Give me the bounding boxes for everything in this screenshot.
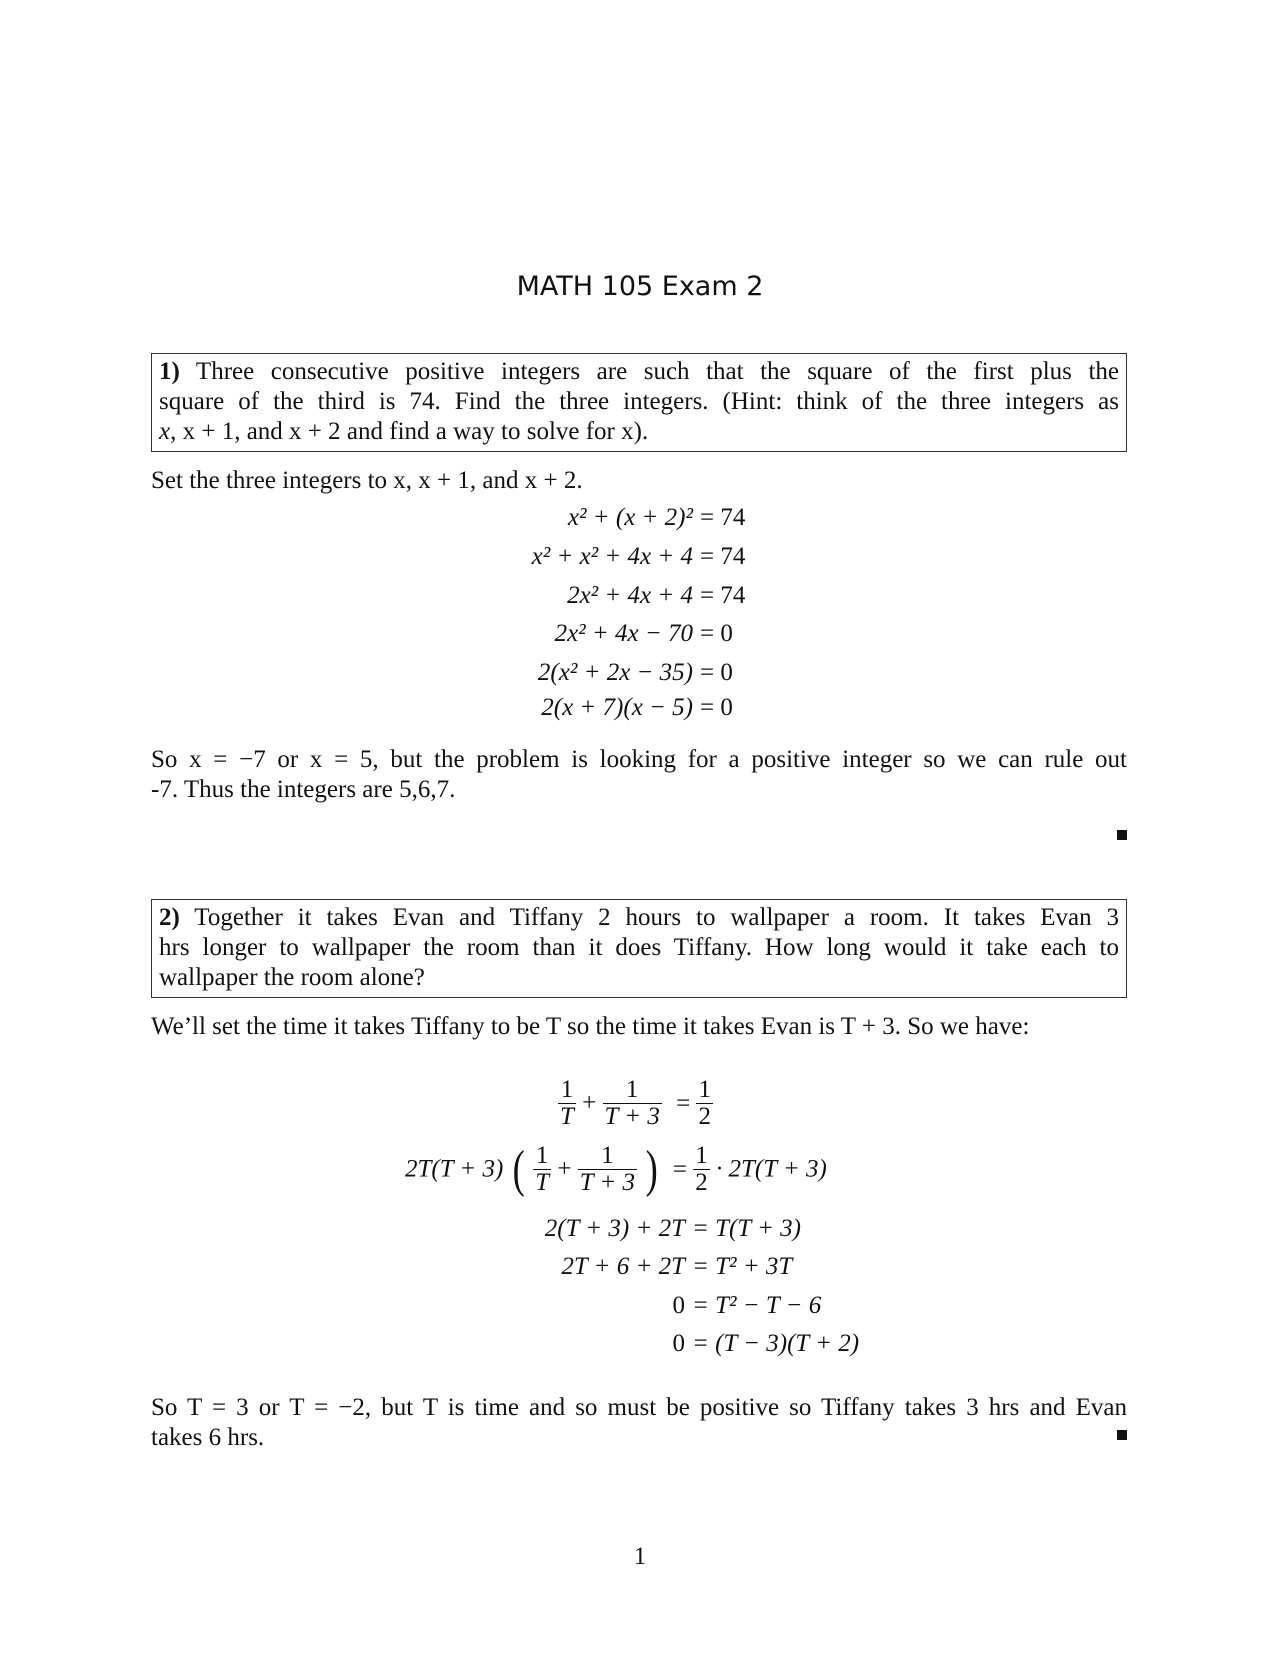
p1-step-2-rhs: = 74 (700, 543, 746, 570)
frac-num: 1 (560, 1076, 574, 1103)
problem-2-text-1: Together it takes Evan and Tiffany 2 hours to wallpaper a room. It takes Evan 3 (194, 904, 1119, 931)
problem-2-number: 2) (159, 904, 180, 931)
plus-sign: + (582, 1089, 597, 1117)
frac-1-over-T3 (603, 1077, 662, 1130)
p1-step-2-lhs: x² + x² + 4x + 4 (531, 543, 693, 570)
p1-step-1-lhs: x² + (x + 2)² (567, 504, 693, 531)
p1-step-3-rhs: = 74 (700, 582, 746, 609)
qed-mark-1 (1117, 830, 1127, 840)
mult-suffix: · 2T(T + 3) (716, 1155, 827, 1183)
problem-2-line-1 (159, 903, 1119, 933)
page-number: 1 (633, 1543, 647, 1570)
p1-step-5-rhs: = 0 (700, 659, 733, 686)
frac-num: 1 (695, 1142, 708, 1169)
problem-1-setup: Set the three integers to x, x + 1, and x + 2. (151, 467, 583, 494)
problem-2-line-3: wallpaper the room alone? (159, 964, 425, 991)
frac-num: 1 (601, 1142, 614, 1169)
plus-sign: + (557, 1155, 572, 1183)
p2-conclusion-line-1: So T = 3 or T = −2, but T is time and so must be positive so Tiffany takes 3 hrs and Evan (151, 1394, 1127, 1421)
p2-step-3-rhs: = T² − T − 6 (692, 1292, 822, 1319)
p2-eq-1 (558, 1077, 713, 1130)
p1-step-3-lhs: 2x² + 4x + 4 (567, 582, 693, 609)
problem-2-box (151, 899, 1127, 998)
frac-den: T + 3 (604, 1103, 660, 1130)
p2-step-4-rhs: = (T − 3)(T + 2) (692, 1330, 860, 1357)
p2-step-1-rhs: = T(T + 3) (692, 1215, 801, 1242)
frac-1-over-T (558, 1077, 576, 1130)
p1-step-4-rhs: = 0 (700, 620, 733, 647)
p2-conclusion-line-2: takes 6 hrs. (151, 1424, 265, 1451)
left-paren: ( (512, 1140, 525, 1198)
problem-1-line-1 (159, 357, 1119, 387)
equals-sign: = (676, 1089, 691, 1117)
problem-2-conclusion (151, 1393, 1127, 1453)
right-paren: ) (645, 1140, 659, 1198)
p1-conclusion-line-1: So x = −7 or x = 5, but the problem is looking for a positive integer so we can rule out (151, 746, 1127, 773)
frac-den: T (560, 1103, 574, 1130)
problem-1-conclusion (151, 745, 1127, 805)
problem-2-setup: We’ll set the time it takes Tiffany to be T so the time it takes Evan is T + 3. So we have: (151, 1013, 1030, 1040)
frac-1-over-T (533, 1143, 551, 1196)
problem-2-line-2: hrs longer to wallpaper the room than it does Tiffany. How long would it take each to (159, 934, 1119, 961)
p2-step-1-lhs: 2(T + 3) + 2T (544, 1215, 685, 1242)
frac-den: 2 (698, 1103, 711, 1130)
p2-eq-2 (405, 1140, 827, 1198)
frac-den: 2 (695, 1169, 708, 1196)
p2-step-2-rhs: = T² + 3T (692, 1253, 793, 1280)
frac-num: 1 (535, 1142, 549, 1169)
problem-1-var-x: x (159, 418, 171, 445)
problem-1-text-1: Three consecutive positive integers are such that the square of the first plus the (195, 358, 1119, 385)
p1-step-6-rhs: = 0 (700, 694, 733, 721)
p2-step-4-lhs: 0 (672, 1330, 685, 1357)
p2-step-3-lhs: 0 (672, 1292, 685, 1319)
frac-1-over-T3 (578, 1143, 637, 1196)
p1-conclusion-line-2: -7. Thus the integers are 5,6,7. (151, 776, 456, 803)
frac-1-over-2 (696, 1077, 713, 1130)
p1-step-4-lhs: 2x² + 4x − 70 (554, 620, 693, 647)
frac-1-over-2 (693, 1143, 710, 1196)
mult-prefix: 2T(T + 3) (405, 1155, 504, 1183)
p1-step-6-lhs: 2(x + 7)(x − 5) (541, 694, 693, 721)
problem-1-line-3 (159, 417, 1119, 447)
p1-step-1-rhs: = 74 (700, 504, 746, 531)
problem-1-line-2: square of the third is 74. Find the three integers. (Hint: think of the three integers as (159, 388, 1119, 415)
frac-num: 1 (698, 1076, 711, 1103)
problem-1-number: 1) (159, 358, 180, 385)
problem-1-text-3: , x + 1, and x + 2 and find a way to solve for x). (170, 418, 649, 445)
page-title: MATH 105 Exam 2 (516, 271, 764, 302)
p2-step-2-lhs: 2T + 6 + 2T (561, 1253, 685, 1280)
frac-den: T + 3 (579, 1169, 636, 1196)
p1-step-5-lhs: 2(x² + 2x − 35) (537, 659, 693, 686)
equals-sign: = (672, 1155, 687, 1183)
frac-num: 1 (625, 1076, 639, 1103)
qed-mark-2 (1117, 1430, 1127, 1440)
problem-1-box (151, 353, 1127, 452)
frac-den: T (535, 1169, 550, 1196)
